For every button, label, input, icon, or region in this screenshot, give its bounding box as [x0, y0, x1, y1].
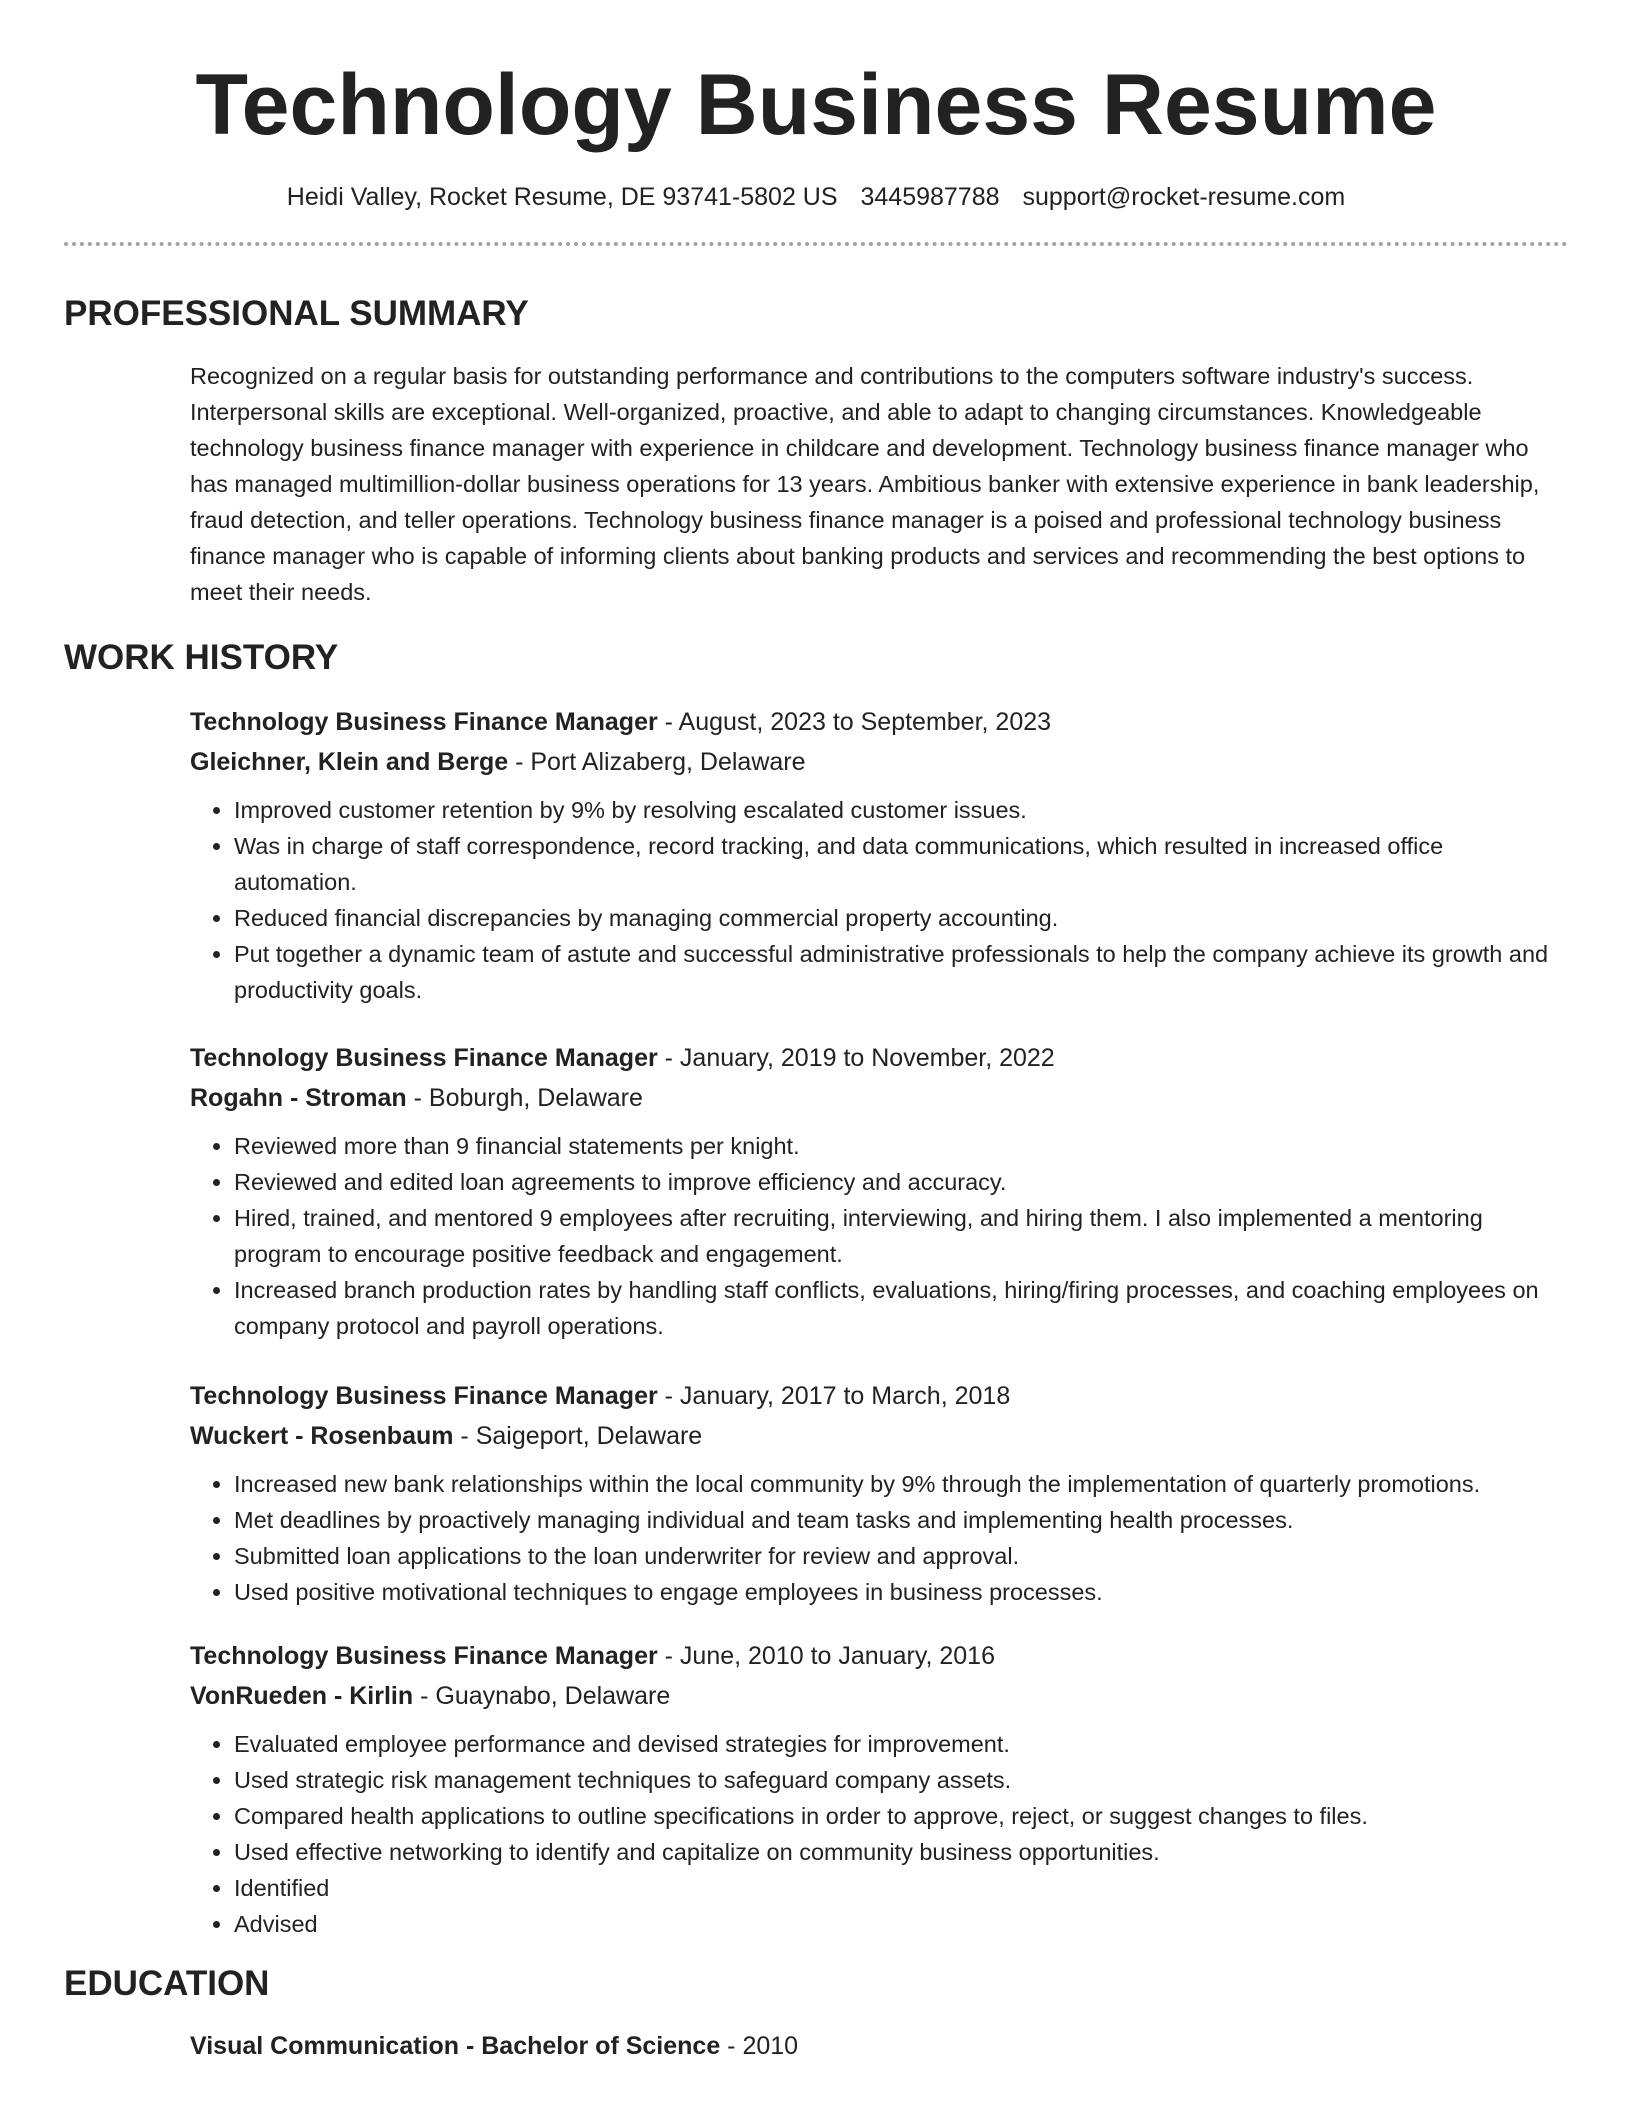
job-dates: - January, 2017 to March, 2018 — [657, 1382, 1011, 1410]
contact-email: support@rocket-resume.com — [1022, 183, 1346, 211]
job-title-line — [190, 1038, 1568, 1078]
job-entry — [190, 1376, 1568, 1610]
job-title: Technology Business Finance Manager — [190, 1044, 658, 1072]
job-dates: - June, 2010 to January, 2016 — [657, 1642, 995, 1670]
job-bullet: • Compared health applications to outline specifications in order to approve, reject, or suggest changes to files. — [234, 1798, 1568, 1834]
job-company: Gleichner, Klein and Berge — [190, 748, 509, 776]
job-bullet: • Put together a dynamic team of astute and successful administrative professionals to help the company achieve its growth and productivity goals. — [234, 936, 1568, 1008]
job-bullet: • Reduced financial discrepancies by managing commercial property accounting. — [234, 900, 1568, 936]
job-title-line — [190, 702, 1568, 742]
summary-heading: PROFESSIONAL SUMMARY — [64, 294, 529, 333]
header-divider — [64, 242, 1568, 246]
contact-address: Heidi Valley, Rocket Resume, DE 93741-5802 US — [286, 183, 838, 211]
job-bullet: • Evaluated employee performance and devised strategies for improvement. — [234, 1726, 1568, 1762]
job-bullet: • Used effective networking to identify and capitalize on community business opportunities. — [234, 1834, 1568, 1870]
job-location: - Port Alizaberg, Delaware — [508, 748, 806, 776]
job-bullet: • Increased new bank relationships within the local community by 9% through the implementation of quarterly promotions. — [234, 1466, 1568, 1502]
job-bullet: • Submitted loan applications to the loan underwriter for review and approval. — [234, 1538, 1568, 1574]
summary-section — [64, 292, 1568, 610]
job-entry — [190, 1636, 1568, 1942]
education-section — [64, 1962, 1568, 2066]
job-bullets — [190, 1726, 1568, 1942]
job-entry — [190, 702, 1568, 1008]
contact-line — [64, 180, 1568, 214]
job-bullet: • Used positive motivational techniques to engage employees in business processes. — [234, 1574, 1568, 1610]
resume-header — [64, 0, 1568, 246]
job-location: - Guaynabo, Delaware — [413, 1682, 671, 1710]
job-bullet: • Advised — [234, 1906, 1568, 1942]
job-bullet: • Increased branch production rates by handling staff conflicts, evaluations, hiring/firing processes, and coaching employees on company protocol and payroll operations. — [234, 1272, 1568, 1344]
job-title: Technology Business Finance Manager — [190, 1382, 658, 1410]
job-company-line — [190, 1078, 1568, 1118]
job-bullet: • Identified — [234, 1870, 1568, 1906]
job-title: Technology Business Finance Manager — [190, 1642, 658, 1670]
education-year: - 2010 — [720, 2032, 799, 2060]
job-company: Wuckert - Rosenbaum — [190, 1422, 454, 1450]
job-company-line — [190, 1416, 1568, 1456]
job-bullet: • Was in charge of staff correspondence, record tracking, and data communications, which resulted in increased office automation. — [234, 828, 1568, 900]
job-bullet: • Hired, trained, and mentored 9 employees after recruiting, interviewing, and hiring them. I also implemented a mentoring program to encourage positive feedback and engagement. — [234, 1200, 1568, 1272]
job-title: Technology Business Finance Manager — [190, 708, 658, 736]
job-location: - Boburgh, Delaware — [406, 1084, 643, 1112]
job-bullet: • Used strategic risk management techniques to safeguard company assets. — [234, 1762, 1568, 1798]
job-bullet: • Reviewed more than 9 financial statements per knight. — [234, 1128, 1568, 1164]
summary-text: Recognized on a regular basis for outstanding performance and contributions to the computers software industry's success. Interpersonal skills are exceptional. Well-organized, proactive, and able to adapt to changing circumstances. Knowledgeable technology business finance manager with experience in childcare and development. Technology business finance manager who has managed multimillion-dollar business operations for 13 years. Ambitious banker with extensive experience in bank leadership, fraud detection, and teller operations. Technology business finance manager is a poised and professional technology business finance manager who is capable of informing clients about banking products and services and recommending the best options to meet their needs. — [190, 363, 1540, 605]
job-dates: - January, 2019 to November, 2022 — [657, 1044, 1055, 1072]
job-bullet: • Reviewed and edited loan agreements to improve efficiency and accuracy. — [234, 1164, 1568, 1200]
job-company: VonRueden - Kirlin — [190, 1682, 414, 1710]
job-company-line — [190, 1676, 1568, 1716]
education-degree: Visual Communication - Bachelor of Science — [190, 2032, 721, 2060]
job-company-line — [190, 742, 1568, 782]
job-dates: - August, 2023 to September, 2023 — [657, 708, 1052, 736]
job-bullets — [190, 792, 1568, 1008]
education-heading: EDUCATION — [64, 1964, 270, 2003]
job-company: Rogahn - Stroman — [190, 1084, 407, 1112]
job-bullets — [190, 1466, 1568, 1610]
job-bullet: • Met deadlines by proactively managing individual and team tasks and implementing health processes. — [234, 1502, 1568, 1538]
education-entry — [190, 2026, 1568, 2066]
job-bullets — [190, 1128, 1568, 1344]
resume-title: Technology Business Resume — [195, 57, 1437, 153]
job-bullet: • Improved customer retention by 9% by resolving escalated customer issues. — [234, 792, 1568, 828]
work-history-heading: WORK HISTORY — [64, 638, 339, 677]
job-title-line — [190, 1636, 1568, 1676]
job-title-line — [190, 1376, 1568, 1416]
job-entry — [190, 1038, 1568, 1344]
contact-phone: 3445987788 — [860, 183, 1000, 211]
work-history-section — [64, 636, 1568, 1942]
job-location: - Saigeport, Delaware — [453, 1422, 703, 1450]
